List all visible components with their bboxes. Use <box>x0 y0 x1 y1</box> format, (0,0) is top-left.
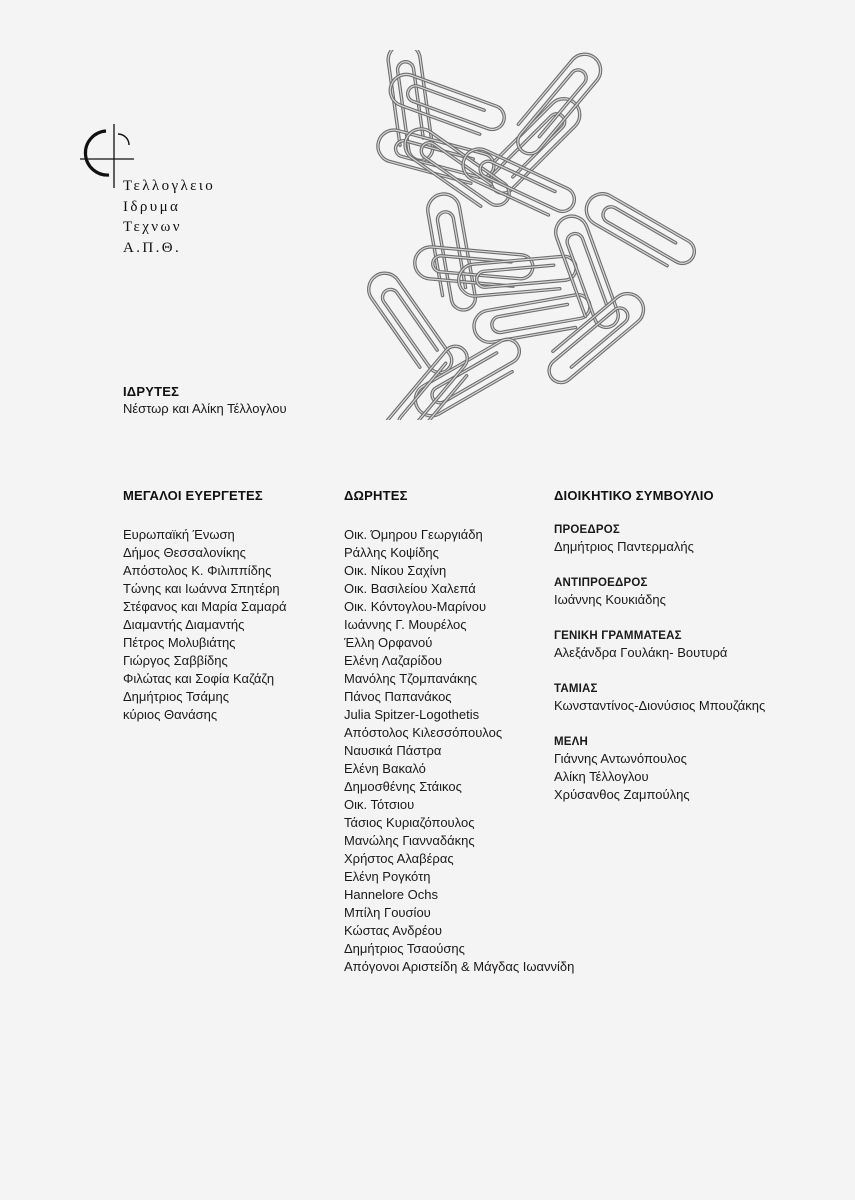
list-item: Μανώλης Γιανναδάκης <box>344 833 475 848</box>
list-item: Ελένη Ρογκότη <box>344 869 431 884</box>
board-heading: ΔΙΟΙΚΗΤΙΚΟ ΣΥΜΒΟΥΛΙΟ <box>554 488 714 503</box>
list-item: Έλλη Ορφανού <box>344 635 433 650</box>
role-member: Ιωάννης Κουκιάδης <box>554 592 666 607</box>
list-item: Ελένη Βακαλό <box>344 761 426 776</box>
benefactors-section <box>123 488 286 724</box>
list-item: Διαμαντής Διαμαντής <box>123 617 245 632</box>
role-member: Αλεξάνδρα Γουλάκη- Βουτυρά <box>554 645 728 660</box>
list-item: Οικ. Νίκου Σαχίνη <box>344 563 447 578</box>
founders-section <box>123 384 287 416</box>
list-item: Μανόλης Τζομπανάκης <box>344 671 478 686</box>
list-item: Τώνης και Ιωάννα Σπητέρη <box>123 581 280 596</box>
board-section <box>554 488 765 804</box>
list-item: Οικ. Βασιλείου Χαλεπά <box>344 581 476 596</box>
list-item: Μπίλη Γουσίου <box>344 905 431 920</box>
list-item: Hannelore Ochs <box>344 887 438 902</box>
donors-list <box>344 526 574 976</box>
board-role-president <box>554 522 765 556</box>
logo-line: Τελλογλειο <box>123 178 216 194</box>
role-member: Αλίκη Τέλλογλου <box>554 769 649 784</box>
role-member: Χρύσανθος Ζαμπούλης <box>554 787 690 802</box>
role-title: ΜΕΛΗ <box>554 736 589 748</box>
list-item: Δημοσθένης Στάικος <box>344 779 462 794</box>
logo-line: Τεχνων <box>123 219 182 235</box>
benefactors-heading: ΜΕΓΑΛΟΙ ΕΥΕΡΓΕΤΕΣ <box>123 488 263 503</box>
donors-heading: ΔΩΡΗΤΕΣ <box>344 488 408 503</box>
list-item: Απόστολος Κ. Φιλιππίδης <box>123 563 272 578</box>
list-item: Φιλώτας και Σοφία Καζάζη <box>123 671 275 686</box>
list-item: Οικ. Κόντογλου-Μαρίνου <box>344 599 487 614</box>
list-item: Απόγονοι Αριστείδη & Μάγδας Ιωαννίδη <box>344 959 575 974</box>
board-role-treasurer <box>554 681 765 715</box>
logo-line: Ιδρυμα <box>123 198 181 215</box>
list-item: Πάνος Παπανάκος <box>344 689 452 704</box>
role-title: ΠΡΟΕΔΡΟΣ <box>554 524 620 536</box>
list-item: Ράλλης Κοψίδης <box>344 545 439 560</box>
list-item: Δήμος Θεσσαλονίκης <box>123 545 246 560</box>
role-member: Δημήτριος Παντερμαλής <box>554 539 694 554</box>
list-item: Απόστολος Κιλεσσόπουλος <box>344 725 503 740</box>
list-item: Ελένη Λαζαρίδου <box>344 653 443 668</box>
list-item: Οικ. Όμηρου Γεωργιάδη <box>344 527 483 542</box>
role-title: ΤΑΜΙΑΣ <box>554 683 598 695</box>
list-item: Στέφανος και Μαρία Σαμαρά <box>123 599 287 614</box>
list-item: Ευρωπαϊκή Ένωση <box>123 527 235 542</box>
founders-heading: ΙΔΡΥΤΕΣ <box>123 384 180 399</box>
list-item: Δημήτριος Τσαούσης <box>344 941 465 956</box>
list-item: Ναυσικά Πάστρα <box>344 743 442 758</box>
role-member: Γιάννης Αντωνόπουλος <box>554 751 687 766</box>
list-item: Julia Spitzer-Logothetis <box>344 707 480 722</box>
donors-section <box>344 488 574 976</box>
list-item: Κώστας Ανδρέου <box>344 923 443 938</box>
list-item: Χρήστος Αλαβέρας <box>344 851 454 866</box>
list-item: Οικ. Τότσιου <box>344 797 415 812</box>
board-role-secretary-general <box>554 628 765 662</box>
role-title: ΓΕΝΙΚΗ ΓΡΑΜΜΑΤΕΑΣ <box>554 630 682 642</box>
list-item: Πέτρος Μολυβιάτης <box>123 635 236 650</box>
role-title: ΑΝΤΙΠΡΟΕΔΡΟΣ <box>554 577 648 589</box>
board-role-members <box>554 734 765 804</box>
paperclips-icon <box>360 50 730 420</box>
list-item: Δημήτριος Τσάμης <box>123 689 229 704</box>
list-item: Γιώργος Σαββίδης <box>123 653 228 668</box>
founders-names: Νέστωρ και Αλίκη Τέλλογλου <box>123 401 287 416</box>
list-item: Τάσιος Κυριαζόπουλος <box>344 815 475 830</box>
institution-name <box>123 176 215 258</box>
list-item: Ιωάννης Γ. Μουρέλος <box>344 617 467 632</box>
logo-line: Α.Π.Θ. <box>123 239 182 256</box>
benefactors-list <box>123 526 286 724</box>
board-role-vice-president <box>554 575 765 609</box>
role-member: Κωνσταντίνος-Διονύσιος Μπουζάκης <box>554 698 766 713</box>
list-item: κύριος Θανάσης <box>123 707 218 722</box>
